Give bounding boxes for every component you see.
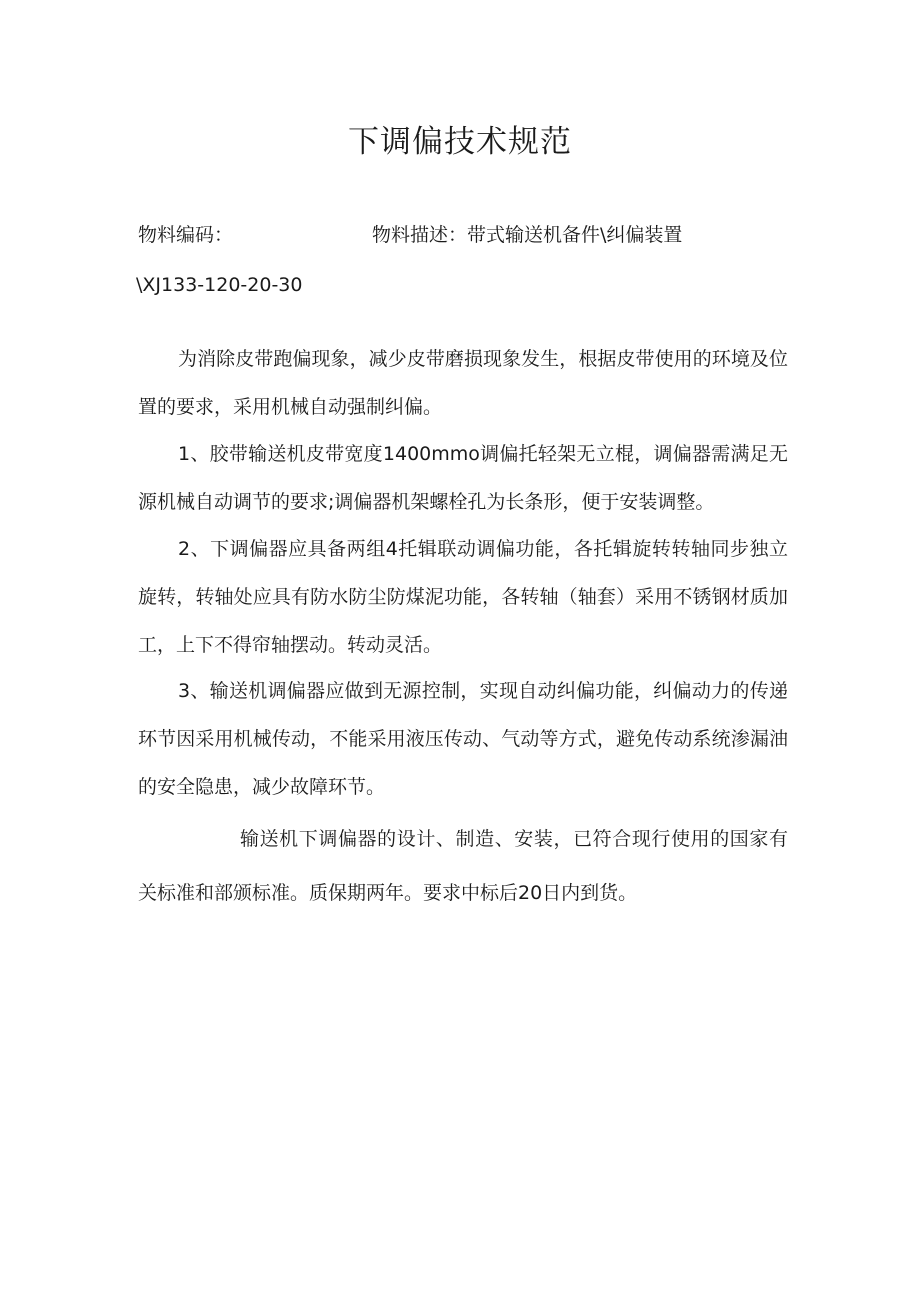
material-code-label: 物料编码： — [138, 224, 234, 246]
paragraph-intro: 为消除皮带跑偏现象，减少皮带磨损现象发生，根据皮带使用的环境及位置的要求，采用机械自动强制纠偏。 — [138, 348, 788, 418]
paragraph-item-1: 1、胶带输送机皮带宽度1400mmo调偏托轻架无立棍，调偏器需满足无源机械自动调节的要求;调偏器机架螺栓孔为长条形，便于安装调整。 — [138, 443, 788, 513]
material-description-continued: \XJ133-120-20-30 — [136, 274, 303, 296]
paragraph-item-2: 2、下调偏器应具备两组4托辑联动调偏功能，各托辑旋转转轴同步独立旋转，转轴处应具有防水防尘防煤泥功能，各转轴（轴套）采用不锈钢材质加工，上下不得帘轴摆动。转动灵活。 — [138, 538, 788, 656]
document-title: 下调偏技术规范 — [348, 124, 572, 160]
paragraph-closing: 输送机下调偏器的设计、制造、安装，已符合现行使用的国家有关标准和部颁标准。质保期两年。要求中标后20日内到货。 — [138, 828, 788, 904]
paragraph-item-3: 3、输送机调偏器应做到无源控制，实现自动纠偏功能，纠偏动力的传递环节因采用机械传动，不能采用液压传动、气动等方式，避免传动系统渗漏油的安全隐患，减少故障环节。 — [138, 680, 788, 798]
material-description: 物料描述：带式输送机备件\纠偏装置 — [372, 224, 683, 246]
